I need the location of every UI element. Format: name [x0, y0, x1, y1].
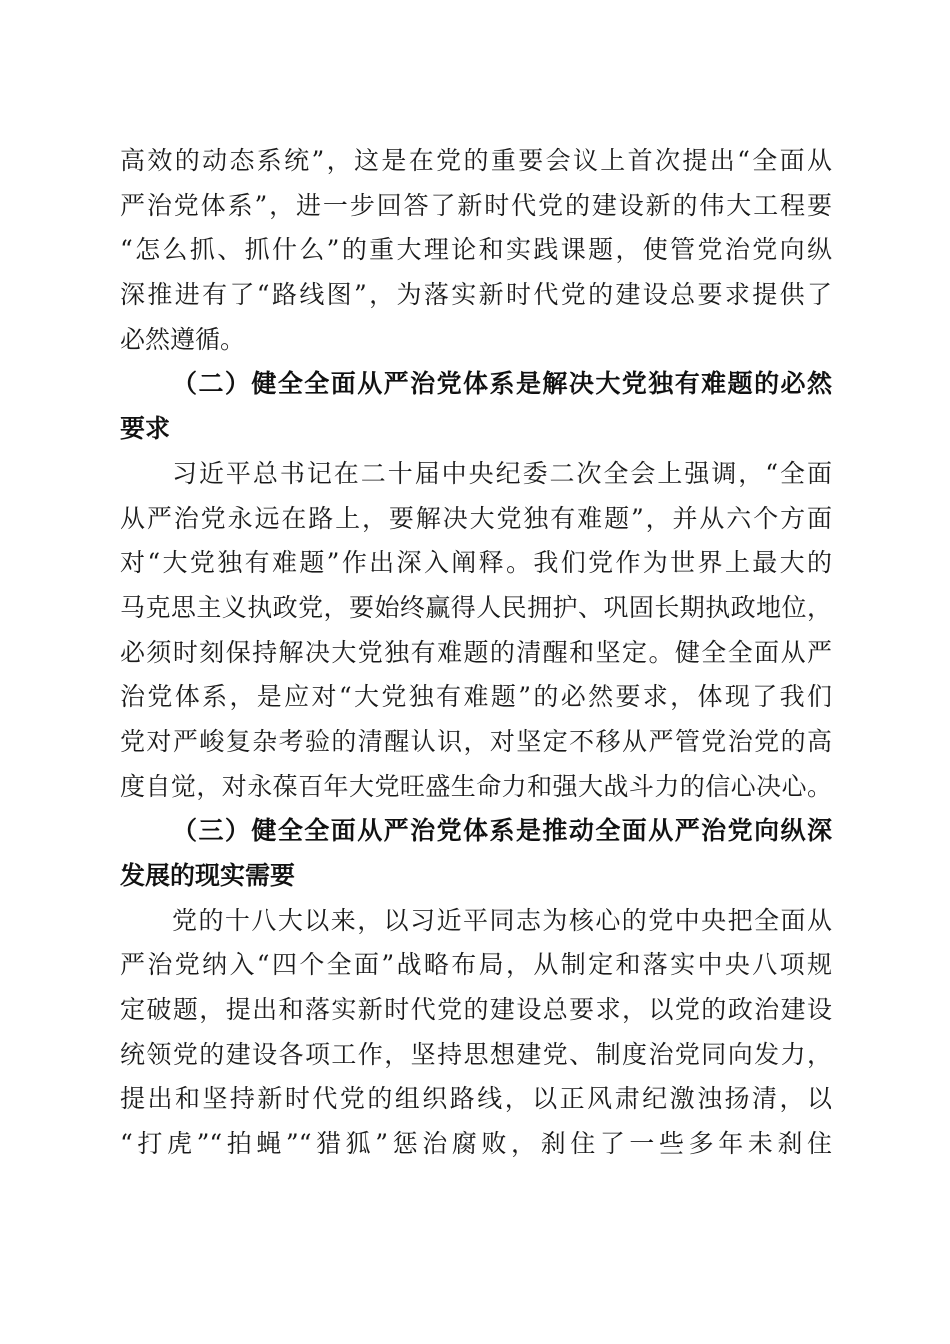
text-line: “打虎”“拍蝇”“猎狐”惩治腐败，刹住了一些多年未刹住	[120, 1129, 832, 1159]
section-heading-3	[120, 809, 832, 898]
document-body	[120, 139, 832, 1167]
text-line: 必须时刻保持解决大党独有难题的清醒和坚定。健全全面从严	[120, 637, 832, 667]
text-line: 习近平总书记在二十届中央纪委二次全会上强调，“全面	[172, 458, 832, 488]
paragraph-big-party-problems	[120, 452, 832, 810]
text-line: 从严治党永远在路上，要解决大党独有难题”，并从六个方面	[120, 503, 832, 533]
text-line: 度自觉，对永葆百年大党旺盛生命力和强大战斗力的信心决心。	[120, 771, 832, 801]
heading-line: （三）健全全面从严治党体系是推动全面从严治党向纵深	[172, 816, 832, 846]
text-line: 深推进有了“路线图”，为落实新时代党的建设总要求提供了	[120, 280, 832, 310]
text-line: 对“大党独有难题”作出深入阐释。我们党作为世界上最大的	[120, 548, 832, 578]
text-line: 提出和坚持新时代党的组织路线，以正风肃纪激浊扬清，以	[120, 1084, 832, 1114]
paragraph-dynamic-system	[120, 139, 832, 362]
text-line: 必然遵循。	[120, 324, 246, 354]
text-line: 统领党的建设各项工作，坚持思想建党、制度治党同向发力，	[120, 1039, 832, 1069]
text-line: 党对严峻复杂考验的清醒认识，对坚定不移从严管党治党的高	[120, 726, 832, 756]
heading-line: （二）健全全面从严治党体系是解决大党独有难题的必然	[172, 369, 832, 399]
text-line: “怎么抓、抓什么”的重大理论和实践课题，使管党治党向纵	[120, 235, 832, 265]
text-line: 治党体系，是应对“大党独有难题”的必然要求，体现了我们	[120, 682, 832, 712]
text-line: 严治党体系”，进一步回答了新时代党的建设新的伟大工程要	[120, 190, 832, 220]
heading-line: 要求	[120, 414, 171, 444]
text-line: 党的十八大以来，以习近平同志为核心的党中央把全面从	[172, 905, 832, 935]
text-line: 严治党纳入“四个全面”战略布局，从制定和落实中央八项规	[120, 950, 832, 980]
text-line: 定破题，提出和落实新时代党的建设总要求，以党的政治建设	[120, 995, 832, 1025]
heading-line: 发展的现实需要	[120, 861, 296, 890]
paragraph-since-18th-congress	[120, 899, 832, 1167]
section-heading-2	[120, 362, 832, 451]
text-line: 马克思主义执政党，要始终赢得人民拥护、巩固长期执政地位，	[120, 592, 832, 622]
text-line: 高效的动态系统”，这是在党的重要会议上首次提出“全面从	[120, 146, 832, 175]
